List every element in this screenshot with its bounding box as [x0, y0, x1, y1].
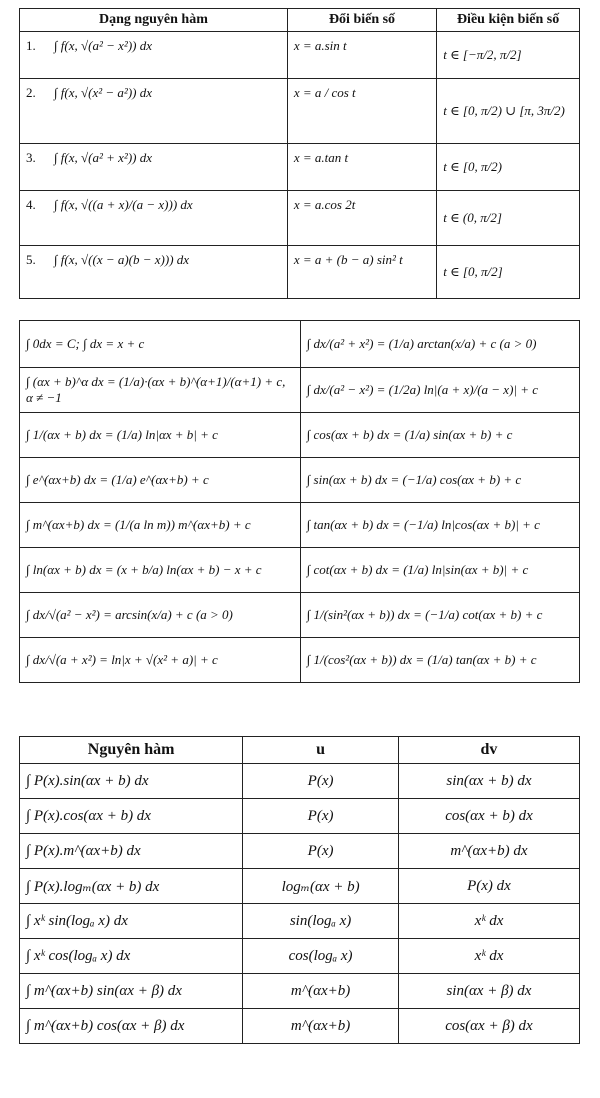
formula-cell: ∫ 1/(cos²(αx + b)) dx = (1/a) tan(αx + b) + c	[300, 638, 579, 683]
formula-cell: ∫ sin(αx + b) dx = (−1/a) cos(αx + b) + c	[300, 458, 579, 503]
dv-cell: xᵏ dx	[398, 939, 579, 974]
substitution-cell: x = a.tan t	[287, 144, 436, 191]
antiderivative-cell: ∫ P(x).logₘ(αx + b) dx	[20, 869, 243, 904]
u-cell: P(x)	[243, 764, 399, 799]
table-row	[20, 413, 580, 458]
table-row	[20, 144, 580, 191]
u-cell: P(x)	[243, 799, 399, 834]
substitution-table	[19, 8, 580, 299]
antiderivative-cell: ∫ P(x).sin(αx + b) dx	[20, 764, 243, 799]
dv-cell: sin(αx + β) dx	[398, 974, 579, 1009]
form-formula: ∫ f(x, √(x² − a²)) dx	[54, 85, 153, 100]
header-u: u	[243, 737, 399, 764]
condition-cell: t ∈ [0, π/2)	[437, 144, 580, 191]
form-cell	[20, 32, 288, 79]
condition-cell: t ∈ [0, π/2) ∪ [π, 3π/2)	[437, 79, 580, 144]
substitution-cell: x = a + (b − a) sin² t	[287, 246, 436, 299]
antiderivative-cell: ∫ xᵏ sin(logₐ x) dx	[20, 904, 243, 939]
condition-cell: t ∈ [0, π/2]	[437, 246, 580, 299]
dv-cell: xᵏ dx	[398, 904, 579, 939]
table-row	[20, 834, 580, 869]
u-cell: logₘ(αx + b)	[243, 869, 399, 904]
table-row	[20, 593, 580, 638]
form-formula: ∫ f(x, √(a² − x²)) dx	[54, 38, 153, 53]
dv-cell: P(x) dx	[398, 869, 579, 904]
row-index: 1.	[26, 38, 36, 53]
antiderivative-cell: ∫ m^(αx+b) sin(αx + β) dx	[20, 974, 243, 1009]
substitution-cell: x = a.sin t	[287, 32, 436, 79]
u-cell: m^(αx+b)	[243, 1009, 399, 1044]
header-substitution: Đổi biến số	[287, 9, 436, 32]
formula-cell: ∫ 1/(αx + b) dx = (1/a) ln|αx + b| + c	[20, 413, 301, 458]
header-antiderivative-form: Dạng nguyên hàm	[20, 9, 288, 32]
header-antiderivative: Nguyên hàm	[20, 737, 243, 764]
formula-cell: ∫ tan(αx + b) dx = (−1/a) ln|cos(αx + b)| + c	[300, 503, 579, 548]
table-row	[20, 974, 580, 1009]
table-row	[20, 368, 580, 413]
form-cell	[20, 79, 288, 144]
substitution-cell: x = a / cos t	[287, 79, 436, 144]
u-cell: m^(αx+b)	[243, 974, 399, 1009]
formula-cell: ∫ 1/(sin²(αx + b)) dx = (−1/a) cot(αx + b) + c	[300, 593, 579, 638]
formula-cell: ∫ dx/√(a + x²) = ln|x + √(x² + a)| + c	[20, 638, 301, 683]
formula-cell: ∫ dx/(a² − x²) = (1/2a) ln|(a + x)/(a − x)| + c	[300, 368, 579, 413]
antiderivative-cell: ∫ P(x).m^(αx+b) dx	[20, 834, 243, 869]
integration-by-parts-table	[19, 736, 580, 1044]
u-cell: cos(logₐ x)	[243, 939, 399, 974]
table-row	[20, 321, 580, 368]
antiderivative-cell: ∫ P(x).cos(αx + b) dx	[20, 799, 243, 834]
table-row	[20, 458, 580, 503]
row-index: 2.	[26, 85, 36, 100]
dv-cell: cos(αx + b) dx	[398, 799, 579, 834]
antiderivative-cell: ∫ xᵏ cos(logₐ x) dx	[20, 939, 243, 974]
form-cell	[20, 144, 288, 191]
u-cell: P(x)	[243, 834, 399, 869]
antiderivative-cell: ∫ m^(αx+b) cos(αx + β) dx	[20, 1009, 243, 1044]
table-row	[20, 548, 580, 593]
header-dv: dv	[398, 737, 579, 764]
dv-cell: m^(αx+b) dx	[398, 834, 579, 869]
form-formula: ∫ f(x, √((a + x)/(a − x))) dx	[54, 197, 193, 212]
formula-cell: ∫ dx/√(a² − x²) = arcsin(x/a) + c (a > 0)	[20, 593, 301, 638]
formula-cell: ∫ e^(αx+b) dx = (1/a) e^(αx+b) + c	[20, 458, 301, 503]
form-cell	[20, 246, 288, 299]
form-formula: ∫ f(x, √(a² + x²)) dx	[54, 150, 153, 165]
dv-cell: cos(αx + β) dx	[398, 1009, 579, 1044]
table-row	[20, 799, 580, 834]
row-index: 4.	[26, 197, 36, 212]
dv-cell: sin(αx + b) dx	[398, 764, 579, 799]
row-index: 5.	[26, 252, 36, 267]
formula-cell: ∫ dx/(a² + x²) = (1/a) arctan(x/a) + c (a > 0)	[300, 321, 579, 368]
formula-cell: ∫ m^(αx+b) dx = (1/(a ln m)) m^(αx+b) + c	[20, 503, 301, 548]
row-index: 3.	[26, 150, 36, 165]
table-row	[20, 869, 580, 904]
u-cell: sin(logₐ x)	[243, 904, 399, 939]
form-cell	[20, 191, 288, 246]
condition-cell: t ∈ (0, π/2]	[437, 191, 580, 246]
formula-cell: ∫ cot(αx + b) dx = (1/a) ln|sin(αx + b)| + c	[300, 548, 579, 593]
table-row	[20, 939, 580, 974]
table-row	[20, 79, 580, 144]
table-row	[20, 32, 580, 79]
formula-cell: ∫ cos(αx + b) dx = (1/a) sin(αx + b) + c	[300, 413, 579, 458]
table-row	[20, 638, 580, 683]
basic-formulas-table	[19, 320, 580, 683]
table-row	[20, 503, 580, 548]
formula-cell: ∫ ln(αx + b) dx = (x + b/a) ln(αx + b) − x + c	[20, 548, 301, 593]
table-row	[20, 904, 580, 939]
substitution-cell: x = a.cos 2t	[287, 191, 436, 246]
condition-cell: t ∈ [−π/2, π/2]	[437, 32, 580, 79]
table-row	[20, 246, 580, 299]
formula-cell: ∫ (αx + b)^α dx = (1/a)·(αx + b)^(α+1)/(α+1) + c, α ≠ −1	[20, 368, 301, 413]
table-row	[20, 191, 580, 246]
formula-cell: ∫ 0dx = C; ∫ dx = x + c	[20, 321, 301, 368]
form-formula: ∫ f(x, √((x − a)(b − x))) dx	[54, 252, 190, 267]
table-row	[20, 764, 580, 799]
table-row	[20, 1009, 580, 1044]
header-variable-condition: Điều kiện biến số	[437, 9, 580, 32]
